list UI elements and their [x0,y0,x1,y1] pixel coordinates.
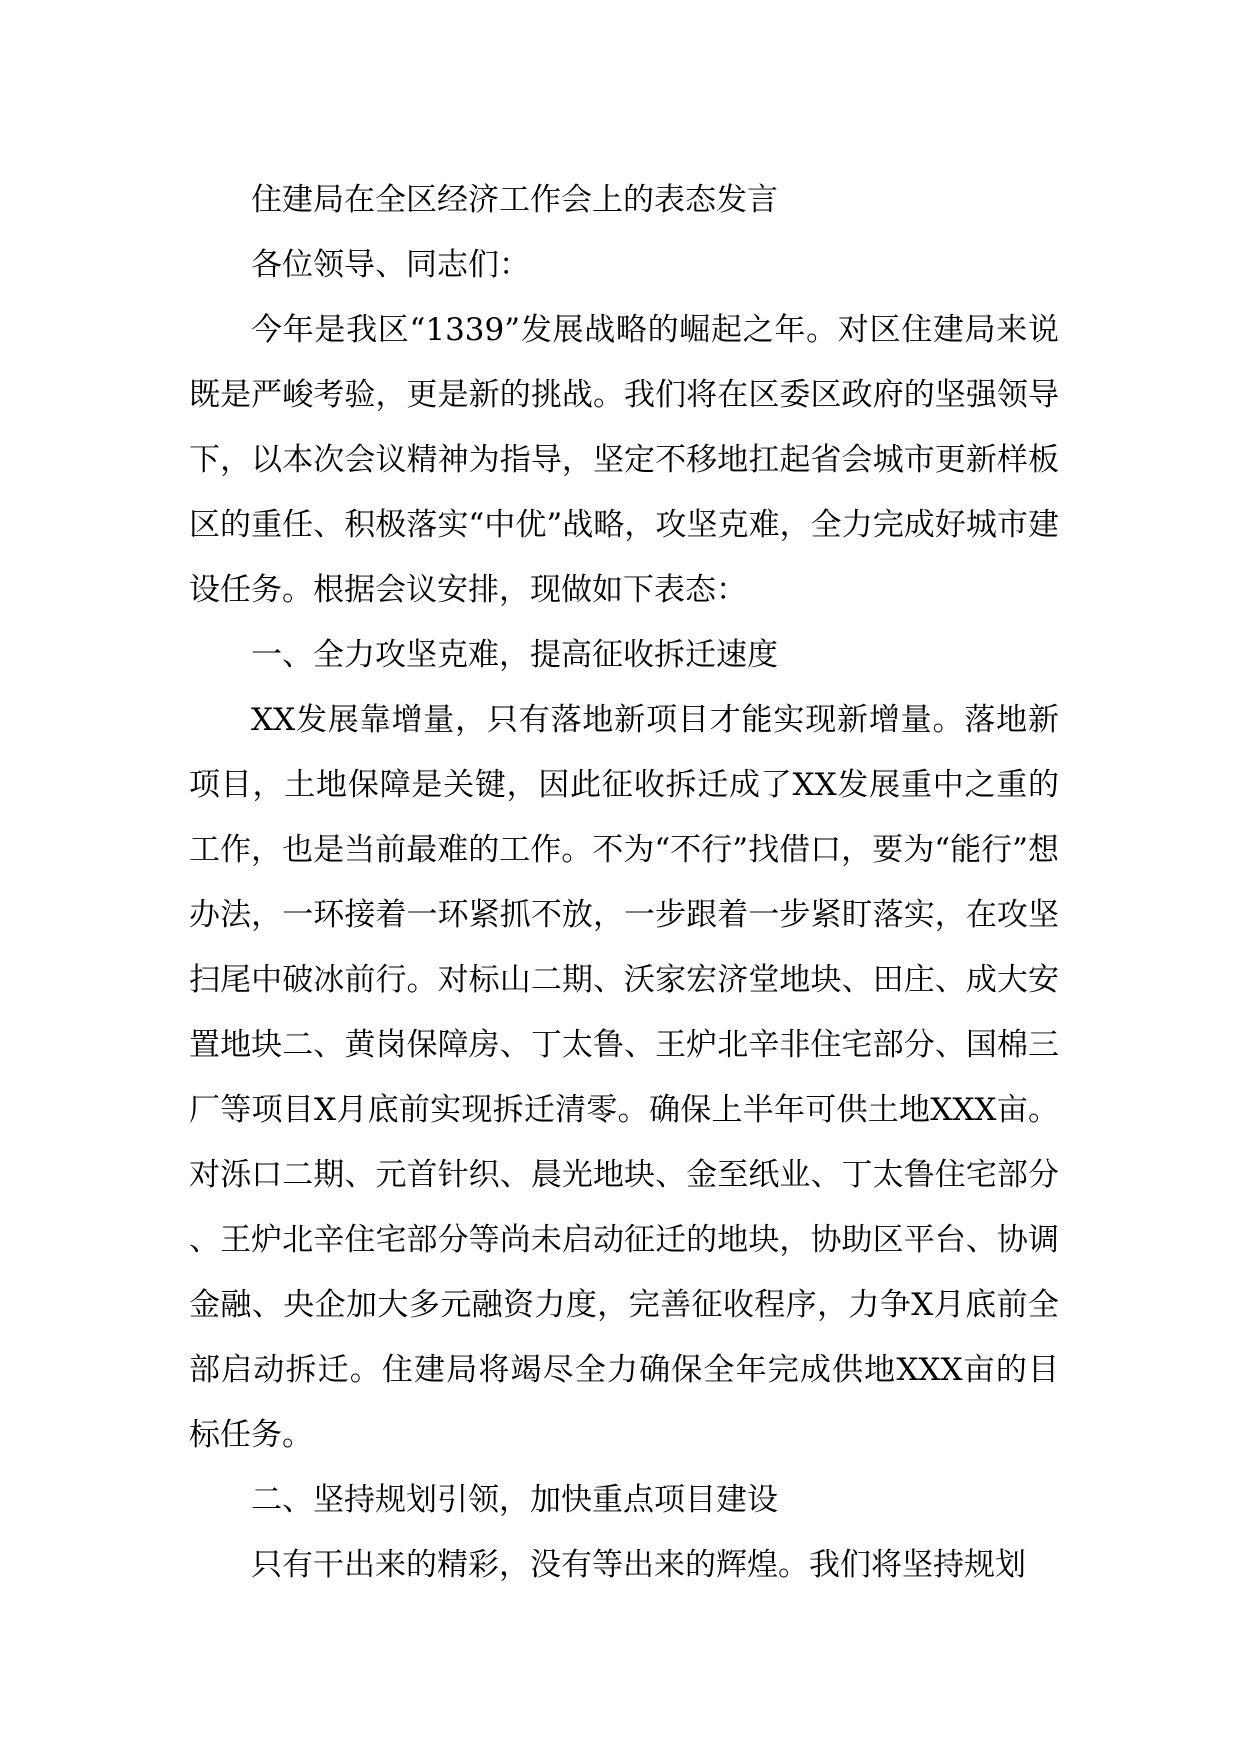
paragraph-intro: 今年是我区“1339”发展战略的崛起之年。对区住建局来说既是严峻考验，更是新的挑战。我们将在区委区政府的坚强领导下，以本次会议精神为指导，坚定不移地扛起省会城市更新样板区的重任、积极落实“中优”战略，攻坚克难，全力完成好城市建设任务。根据会议安排，现做如下表态： [189,312,1059,608]
salutation: 各位领导、同志们： [251,247,530,283]
section-heading-2: 二、坚持规划引领，加快重点项目建设 [251,1482,778,1518]
paragraph-section-2: 只有干出来的精彩，没有等出来的辉煌。我们将坚持规划 [251,1547,1026,1583]
document-title: 住建局在全区经济工作会上的表态发言 [251,182,778,218]
section-heading-1: 一、全力攻坚克难，提高征收拆迁速度 [251,637,778,673]
document-body [189,168,1059,1598]
paragraph-section-1: XX发展靠增量，只有落地新项目才能实现新增量。落地新项目，土地保障是关键，因此征收拆迁成了XX发展重中之重的工作，也是当前最难的工作。不为“不行”找借口，要为“能行”想办法，一环接着一环紧抓不放，一步跟着一步紧盯落实，在攻坚扫尾中破冰前行。对标山二期、沃家宏济堂地块、田庄、成大安置地块二、黄岗保障房、丁太鲁、王炉北辛非住宅部分、国棉三厂等项目X月底前实现拆迁清零。确保上半年可供土地XXX亩。对泺口二期、元首针织、晨光地块、金至纸业、丁太鲁住宅部分、王炉北辛住宅部分等尚未启动征迁的地块，协助区平台、协调金融、央企加大多元融资力度，完善征收程序，力争X月底前全部启动拆迁。住建局将竭尽全力确保全年完成供地XXX亩的目标任务。 [189,702,1059,1453]
